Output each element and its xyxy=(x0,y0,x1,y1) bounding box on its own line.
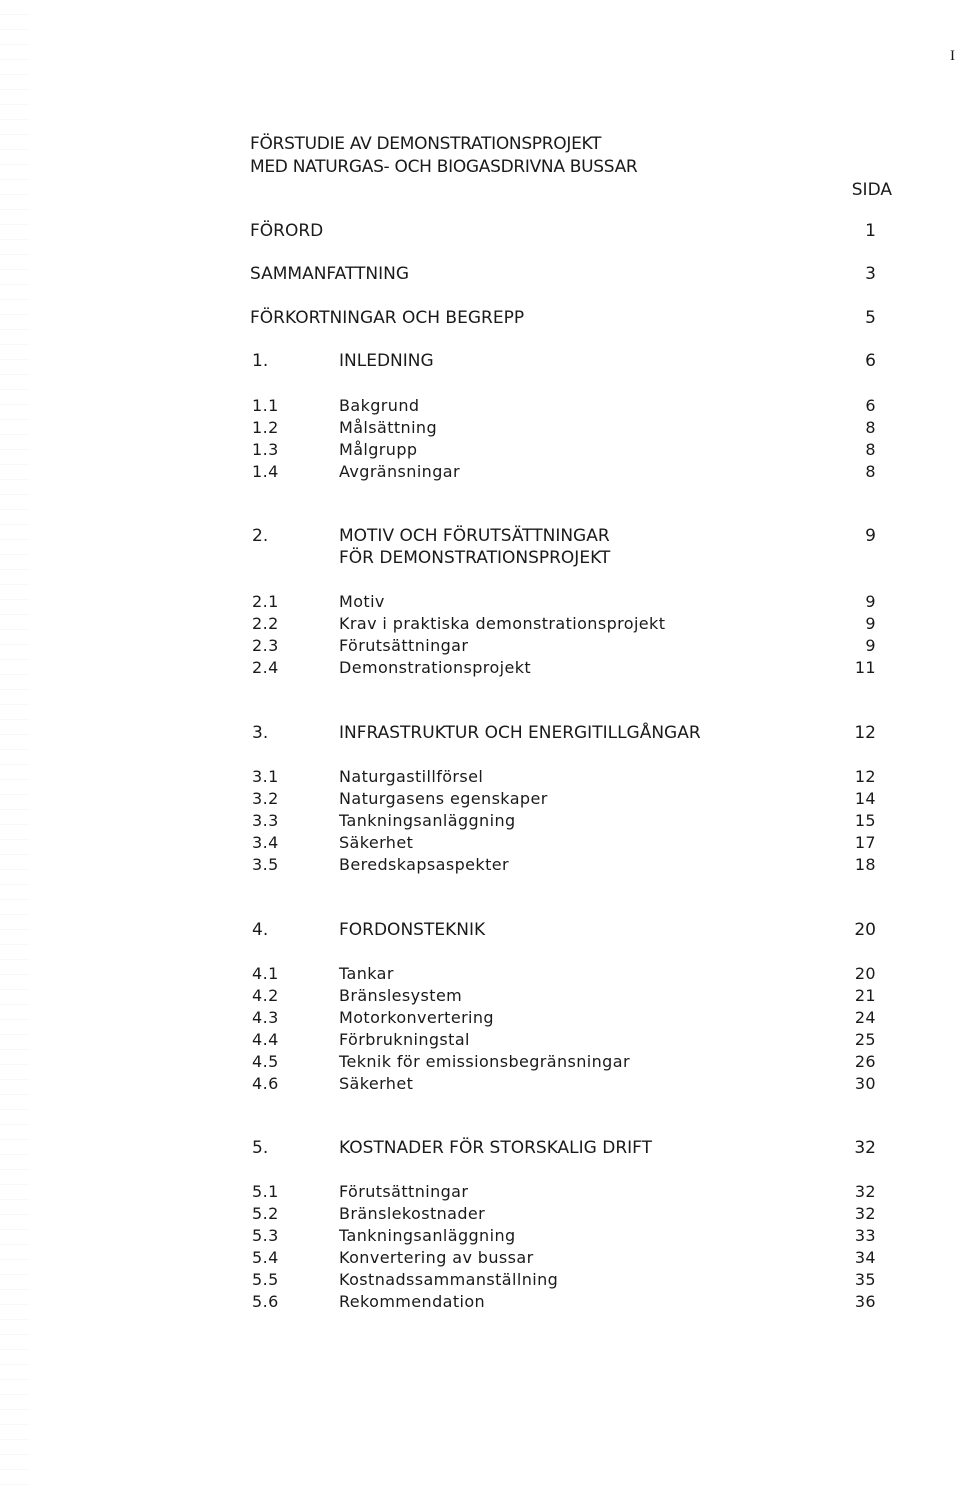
section-page: 34 xyxy=(854,1248,876,1267)
section-label: Beredskapsaspekter xyxy=(339,855,509,874)
toc-section-row xyxy=(0,1074,960,1096)
chapter-title-line2: FÖR DEMONSTRATIONSPROJEKT xyxy=(339,548,611,568)
chapter-number: 5. xyxy=(252,1138,269,1158)
section-number: 4.2 xyxy=(252,986,279,1005)
toc-chapter-row xyxy=(0,1138,960,1160)
section-number: 5.4 xyxy=(252,1248,279,1267)
section-page: 24 xyxy=(854,1008,876,1027)
section-number: 2.2 xyxy=(252,614,279,633)
section-label: Motorkonvertering xyxy=(339,1008,494,1027)
section-label: Tankningsanläggning xyxy=(339,811,516,830)
section-number: 4.5 xyxy=(252,1052,279,1071)
toc-section-row xyxy=(0,811,960,833)
section-label: Målgrupp xyxy=(339,440,418,459)
section-number: 5.3 xyxy=(252,1226,279,1245)
section-number: 5.5 xyxy=(252,1270,279,1289)
toc-section-row xyxy=(0,1182,960,1204)
section-number: 1.1 xyxy=(252,396,279,415)
toc-section-row xyxy=(0,1052,960,1074)
section-number: 3.3 xyxy=(252,811,279,830)
toc-entry-page: 5 xyxy=(865,308,876,328)
section-page: 32 xyxy=(854,1182,876,1201)
toc-section-row xyxy=(0,1030,960,1052)
chapter-page: 20 xyxy=(854,920,876,940)
section-label: Kostnadssammanställning xyxy=(339,1270,559,1289)
toc-entry-page: 3 xyxy=(865,264,876,284)
toc-section-row xyxy=(0,789,960,811)
chapter-title: KOSTNADER FÖR STORSKALIG DRIFT xyxy=(339,1138,653,1158)
section-label: Krav i praktiska demonstrationsprojekt xyxy=(339,614,666,633)
section-label: Konvertering av bussar xyxy=(339,1248,534,1267)
chapter-page: 9 xyxy=(865,526,876,546)
section-label: Motiv xyxy=(339,592,385,611)
section-number: 3.5 xyxy=(252,855,279,874)
section-page: 18 xyxy=(854,855,876,874)
toc-section-row xyxy=(0,986,960,1008)
section-page: 8 xyxy=(865,440,876,459)
chapter-number: 2. xyxy=(252,526,269,546)
toc-section-row xyxy=(0,855,960,877)
document-title-line1: FÖRSTUDIE AV DEMONSTRATIONSPROJEKT xyxy=(250,134,602,154)
section-number: 3.2 xyxy=(252,789,279,808)
section-label: Målsättning xyxy=(339,418,438,437)
chapter-title: MOTIV OCH FÖRUTSÄTTNINGAR xyxy=(339,526,610,546)
document-title-line2: MED NATURGAS- OCH BIOGASDRIVNA BUSSAR xyxy=(250,157,638,177)
chapter-title: INFRASTRUKTUR OCH ENERGITILLGÅNGAR xyxy=(339,723,701,743)
section-page: 32 xyxy=(854,1204,876,1223)
section-page: 25 xyxy=(854,1030,876,1049)
section-number: 3.1 xyxy=(252,767,279,786)
section-page: 30 xyxy=(854,1074,876,1093)
toc-section-row xyxy=(0,1226,960,1248)
section-number: 5.2 xyxy=(252,1204,279,1223)
section-page: 20 xyxy=(854,964,876,983)
section-number: 2.3 xyxy=(252,636,279,655)
section-number: 3.4 xyxy=(252,833,279,852)
toc-entry-label: FÖRKORTNINGAR OCH BEGREPP xyxy=(250,308,525,328)
section-page: 12 xyxy=(854,767,876,786)
section-label: Naturgasens egenskaper xyxy=(339,789,548,808)
section-page: 8 xyxy=(865,462,876,481)
toc-section-row xyxy=(0,396,960,418)
section-label: Förbrukningstal xyxy=(339,1030,470,1049)
section-label: Rekommendation xyxy=(339,1292,486,1311)
section-number: 1.4 xyxy=(252,462,279,481)
section-number: 5.6 xyxy=(252,1292,279,1311)
section-page: 35 xyxy=(854,1270,876,1289)
toc-section-row xyxy=(0,1008,960,1030)
section-page: 36 xyxy=(854,1292,876,1311)
section-page: 9 xyxy=(865,614,876,633)
section-label: Tankar xyxy=(339,964,394,983)
toc-chapter-row xyxy=(0,920,960,942)
chapter-page: 6 xyxy=(865,351,876,371)
toc-entry-label: SAMMANFATTNING xyxy=(250,264,410,284)
toc-section-row xyxy=(0,614,960,636)
section-label: Förutsättningar xyxy=(339,1182,469,1201)
section-number: 5.1 xyxy=(252,1182,279,1201)
chapter-title: INLEDNING xyxy=(339,351,434,371)
section-label: Naturgastillförsel xyxy=(339,767,484,786)
toc-section-row xyxy=(0,833,960,855)
section-label: Bränslekostnader xyxy=(339,1204,486,1223)
toc-front-entry xyxy=(0,264,960,286)
toc-section-row xyxy=(0,1248,960,1270)
section-label: Bakgrund xyxy=(339,396,420,415)
section-page: 26 xyxy=(854,1052,876,1071)
toc-section-row xyxy=(0,964,960,986)
page-corner-mark: I xyxy=(950,48,955,64)
section-page: 11 xyxy=(854,658,876,677)
section-page: 8 xyxy=(865,418,876,437)
section-page: 21 xyxy=(854,986,876,1005)
chapter-page: 12 xyxy=(854,723,876,743)
section-number: 1.2 xyxy=(252,418,279,437)
section-page: 17 xyxy=(854,833,876,852)
section-page: 14 xyxy=(854,789,876,808)
section-number: 4.3 xyxy=(252,1008,279,1027)
toc-chapter-row xyxy=(0,351,960,373)
section-label: Avgränsningar xyxy=(339,462,460,481)
section-page: 6 xyxy=(865,396,876,415)
toc-section-row xyxy=(0,767,960,789)
section-label: Tankningsanläggning xyxy=(339,1226,516,1245)
chapter-number: 4. xyxy=(252,920,269,940)
toc-section-row xyxy=(0,440,960,462)
section-page: 33 xyxy=(854,1226,876,1245)
toc-section-row xyxy=(0,592,960,614)
section-label: Bränslesystem xyxy=(339,986,463,1005)
chapter-title: FORDONSTEKNIK xyxy=(339,920,486,940)
toc-entry-label: FÖRORD xyxy=(250,221,324,241)
section-label: Teknik för emissionsbegränsningar xyxy=(339,1052,630,1071)
toc-chapter-row xyxy=(0,526,960,548)
toc-section-row xyxy=(0,1270,960,1292)
chapter-number: 3. xyxy=(252,723,269,743)
section-number: 4.4 xyxy=(252,1030,279,1049)
section-label: Demonstrationsprojekt xyxy=(339,658,532,677)
section-label: Säkerhet xyxy=(339,1074,414,1093)
section-number: 4.6 xyxy=(252,1074,279,1093)
section-number: 2.1 xyxy=(252,592,279,611)
toc-chapter-row-continuation xyxy=(0,548,960,570)
section-number: 1.3 xyxy=(252,440,279,459)
toc-section-row xyxy=(0,1204,960,1226)
section-page: 9 xyxy=(865,636,876,655)
toc-front-entry xyxy=(0,221,960,243)
section-number: 2.4 xyxy=(252,658,279,677)
section-page: 9 xyxy=(865,592,876,611)
page-column-header: SIDA xyxy=(851,180,892,200)
section-page: 15 xyxy=(854,811,876,830)
section-label: Säkerhet xyxy=(339,833,414,852)
toc-section-row xyxy=(0,658,960,680)
toc-section-row xyxy=(0,1292,960,1314)
toc-front-entry xyxy=(0,308,960,330)
toc-section-row xyxy=(0,462,960,484)
toc-section-row xyxy=(0,418,960,440)
toc-entry-page: 1 xyxy=(865,221,876,241)
chapter-page: 32 xyxy=(854,1138,876,1158)
toc-chapter-row xyxy=(0,723,960,745)
chapter-number: 1. xyxy=(252,351,269,371)
section-number: 4.1 xyxy=(252,964,279,983)
toc-section-row xyxy=(0,636,960,658)
section-label: Förutsättningar xyxy=(339,636,469,655)
